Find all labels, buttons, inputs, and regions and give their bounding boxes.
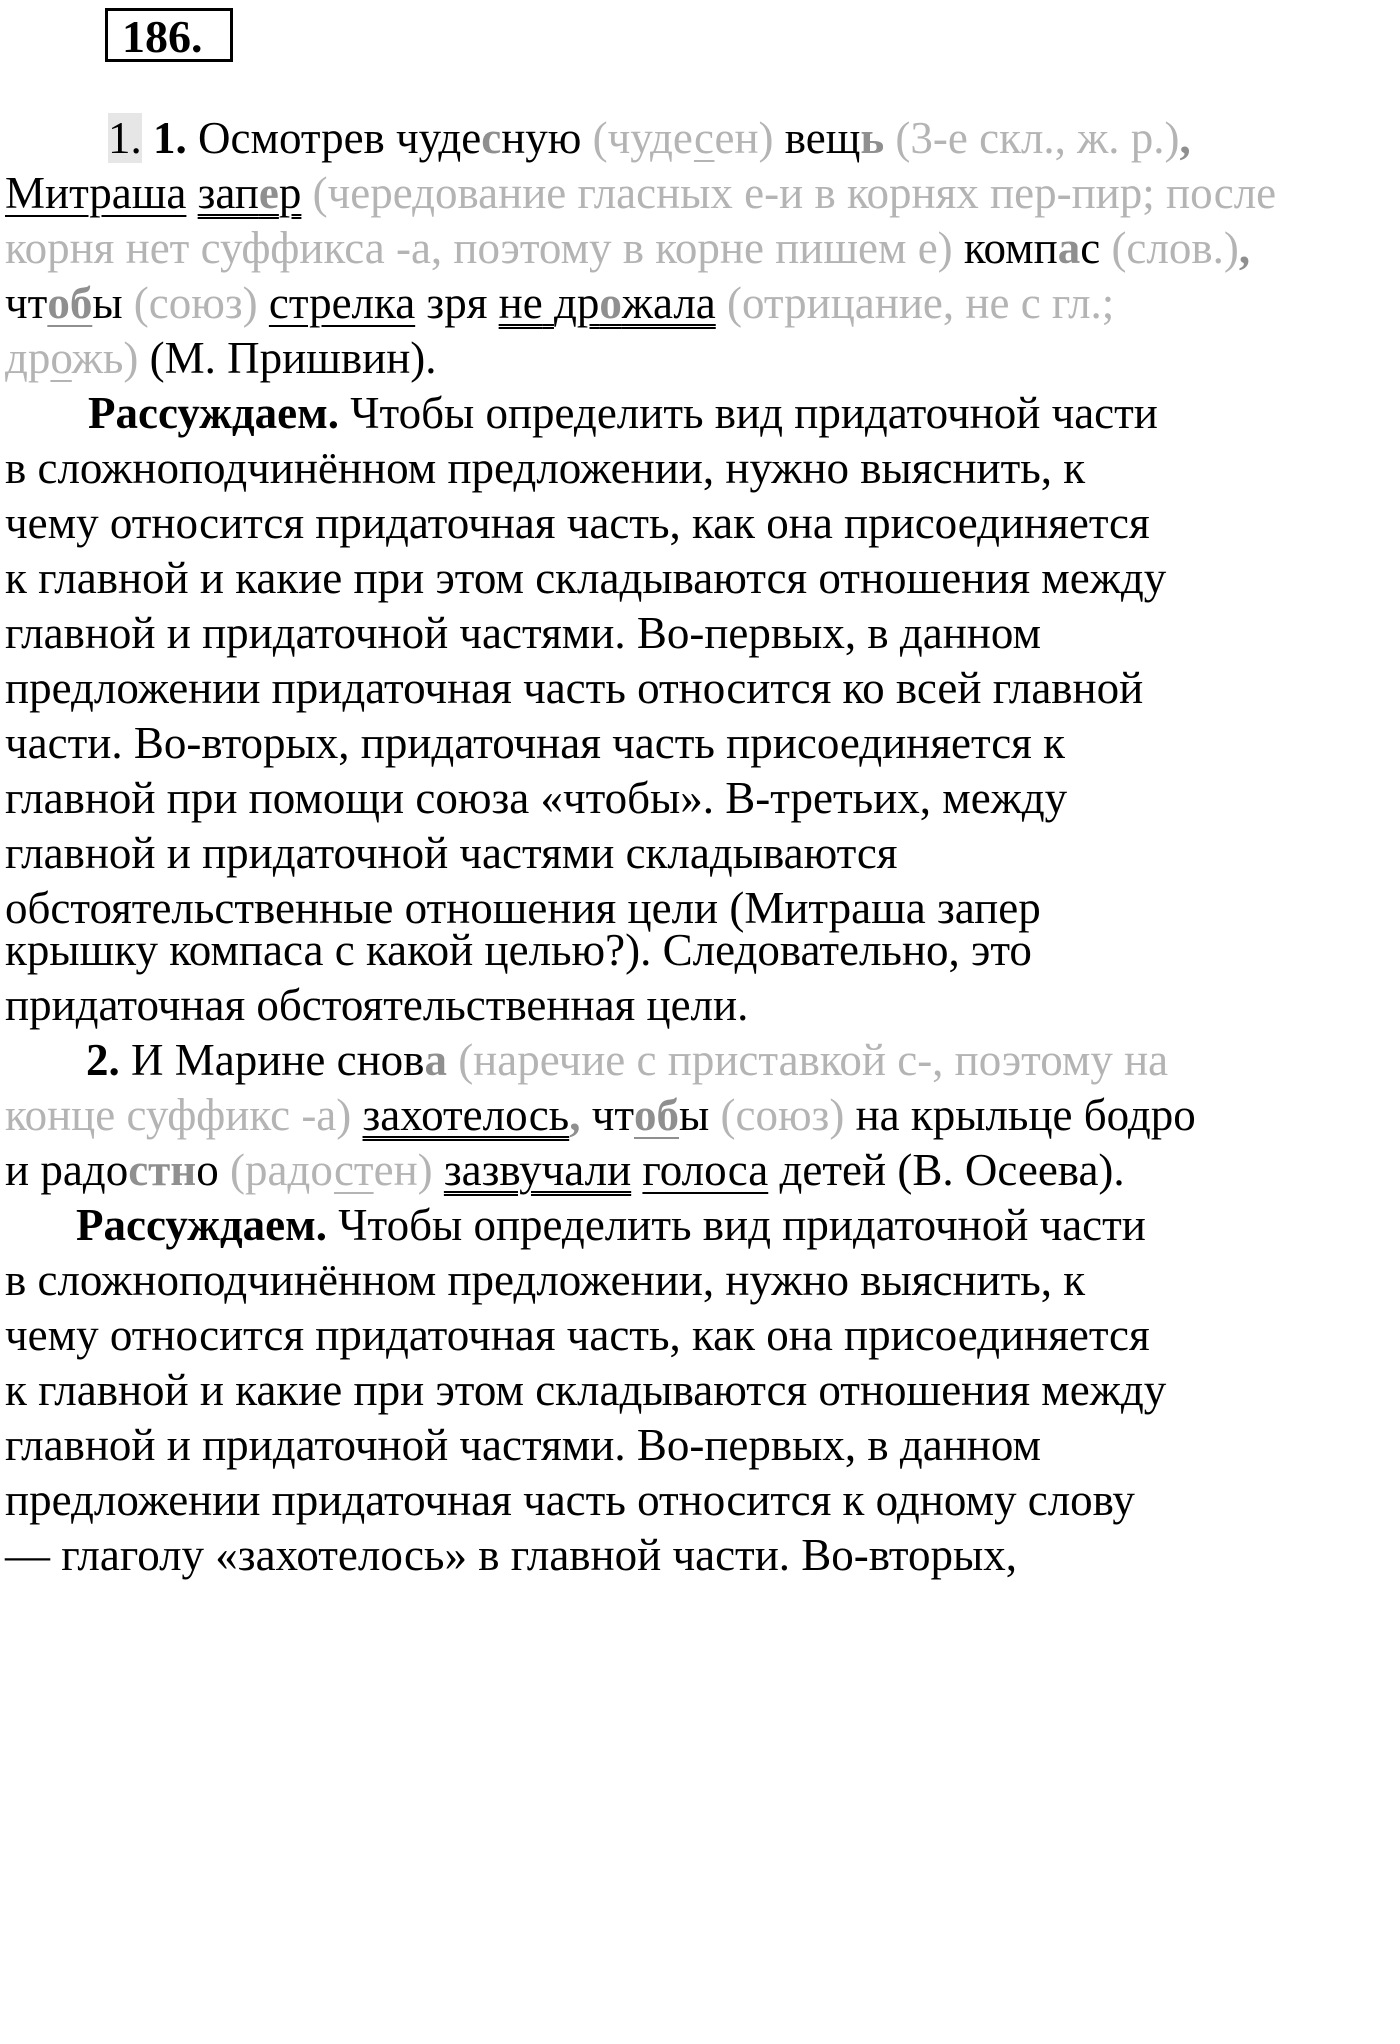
subject-word: стрелка [268,278,416,328]
word-part: чуде [396,113,482,163]
task1-line-2 [5,163,1276,223]
comment: (наречие с приставкой с-, поэтому на [458,1035,1169,1085]
reasoning-line: предложении придаточная часть относится к одному слову [5,1475,1135,1525]
highlighted-letter: ь [860,113,885,163]
task1-line-4 [5,273,1114,333]
task2-line-1 [86,1030,1168,1090]
task2-line-3 [5,1140,1125,1200]
reasoning-line: к главной и какие при этом складываются отношения между [5,553,1167,603]
reasoning-line: — глаголу «захотелось» в главной части. Во-вторых, [5,1530,1017,1580]
comment: (союз) [133,278,258,328]
comment: (3-е скл., ж. р.) [895,113,1180,163]
word: детей (В. Осеева). [779,1145,1125,1195]
reasoning-line-1 [88,383,1158,443]
reasoning-label: Рассуждаем. [88,388,340,438]
reasoning-line: главной и придаточной частями. Во-первых, в данном [5,608,1042,658]
reasoning-line: главной и придаточной частями. Во-первых, в данном [5,1420,1042,1470]
comment: (слов.) [1111,223,1239,273]
subject-word: голоса [642,1145,769,1195]
reasoning-line: предложении придаточная часть относится ко всей главной [5,663,1144,713]
task1-line-1 [108,108,1191,168]
task1-line-5 [5,328,437,388]
predicate-word: запер [197,168,302,218]
reasoning-line: главной и придаточной частями складываются [5,828,898,878]
word-part: ы [679,1090,710,1140]
item-number: 1. [153,113,187,163]
item-number: 2. [86,1035,120,1085]
punctuation: , [569,1090,581,1140]
reasoning-line: придаточная обстоятельственная цели. [5,980,749,1030]
word: И Марине [131,1035,326,1085]
comment: дрожь) [5,333,139,383]
exercise-number: 186. [122,11,203,62]
highlighted-letters: об [47,278,93,328]
author: (М. Пришвин). [149,333,437,383]
highlighted-letters: об [634,1090,679,1140]
reasoning-text: Чтобы определить вид придаточной части [338,1200,1146,1250]
word-part: снов [336,1035,425,1085]
reasoning-line: части. Во-вторых, придаточная часть присоединяется к [5,718,1065,768]
punctuation: , [1179,113,1191,163]
reasoning-text: Чтобы определить вид придаточной части [350,388,1158,438]
punctuation: , [1238,223,1251,273]
word-part: комп [963,223,1058,273]
word-part: ную [501,113,582,163]
predicate-word: захотелось [362,1090,570,1140]
reasoning-line: чему относится придаточная часть, как она присоединяется [5,498,1150,548]
predicate-word: не дрожала [498,278,716,328]
word-part: чт [591,1090,634,1140]
word: на крыльце бодро [855,1090,1196,1140]
word-part: ы [92,278,123,328]
word-part: и радо [5,1145,129,1195]
highlighted-letter: а [1057,223,1081,273]
reasoning-line: в сложноподчинённом предложении, нужно выяснить, к [5,443,1086,493]
reasoning-label: Рассуждаем. [76,1200,328,1250]
word: зря [426,278,488,328]
word-part: с [1080,223,1101,273]
word-part: о [196,1145,219,1195]
comment: корня нет суффикса -а, поэтому в корне пишем е) [5,223,953,273]
comment: (чередование гласных е-и в корнях пер-пир; после [312,168,1277,218]
reasoning-line: главной при помощи союза «чтобы». В-третьих, между [5,773,1068,823]
subject-word: Митраша [5,168,187,218]
task1-line-3 [5,218,1250,278]
word: Осмотрев [198,113,385,163]
reasoning-line: обстоятельственные отношения цели (Митраша запер [5,883,1041,933]
reasoning-line: в сложноподчинённом предложении, нужно выяснить, к [5,1255,1086,1305]
reasoning-line: чему относится придаточная часть, как она присоединяется [5,1310,1150,1360]
comment: конце суффикс -а) [5,1090,352,1140]
comment: (союз) [720,1090,845,1140]
reasoning2-line-1 [76,1195,1146,1255]
reasoning-line: крышку компаса с какой целью?). Следовательно, это [5,925,1032,975]
word-part: чт [5,278,48,328]
predicate-word: зазвучали [443,1145,632,1195]
highlighted-letter: с [481,113,502,163]
highlighted-letter: а [424,1035,447,1085]
highlighted-letters: стн [128,1145,197,1195]
task2-line-2 [5,1085,1196,1145]
comment: (чудесен) [592,113,774,163]
reasoning-line: к главной и какие при этом складываются отношения между [5,1365,1167,1415]
task-marker: 1. [108,113,142,163]
comment: (отрицание, не с гл.; [727,278,1115,328]
word-part: вещ [784,113,861,163]
comment: (радостен) [229,1145,433,1195]
